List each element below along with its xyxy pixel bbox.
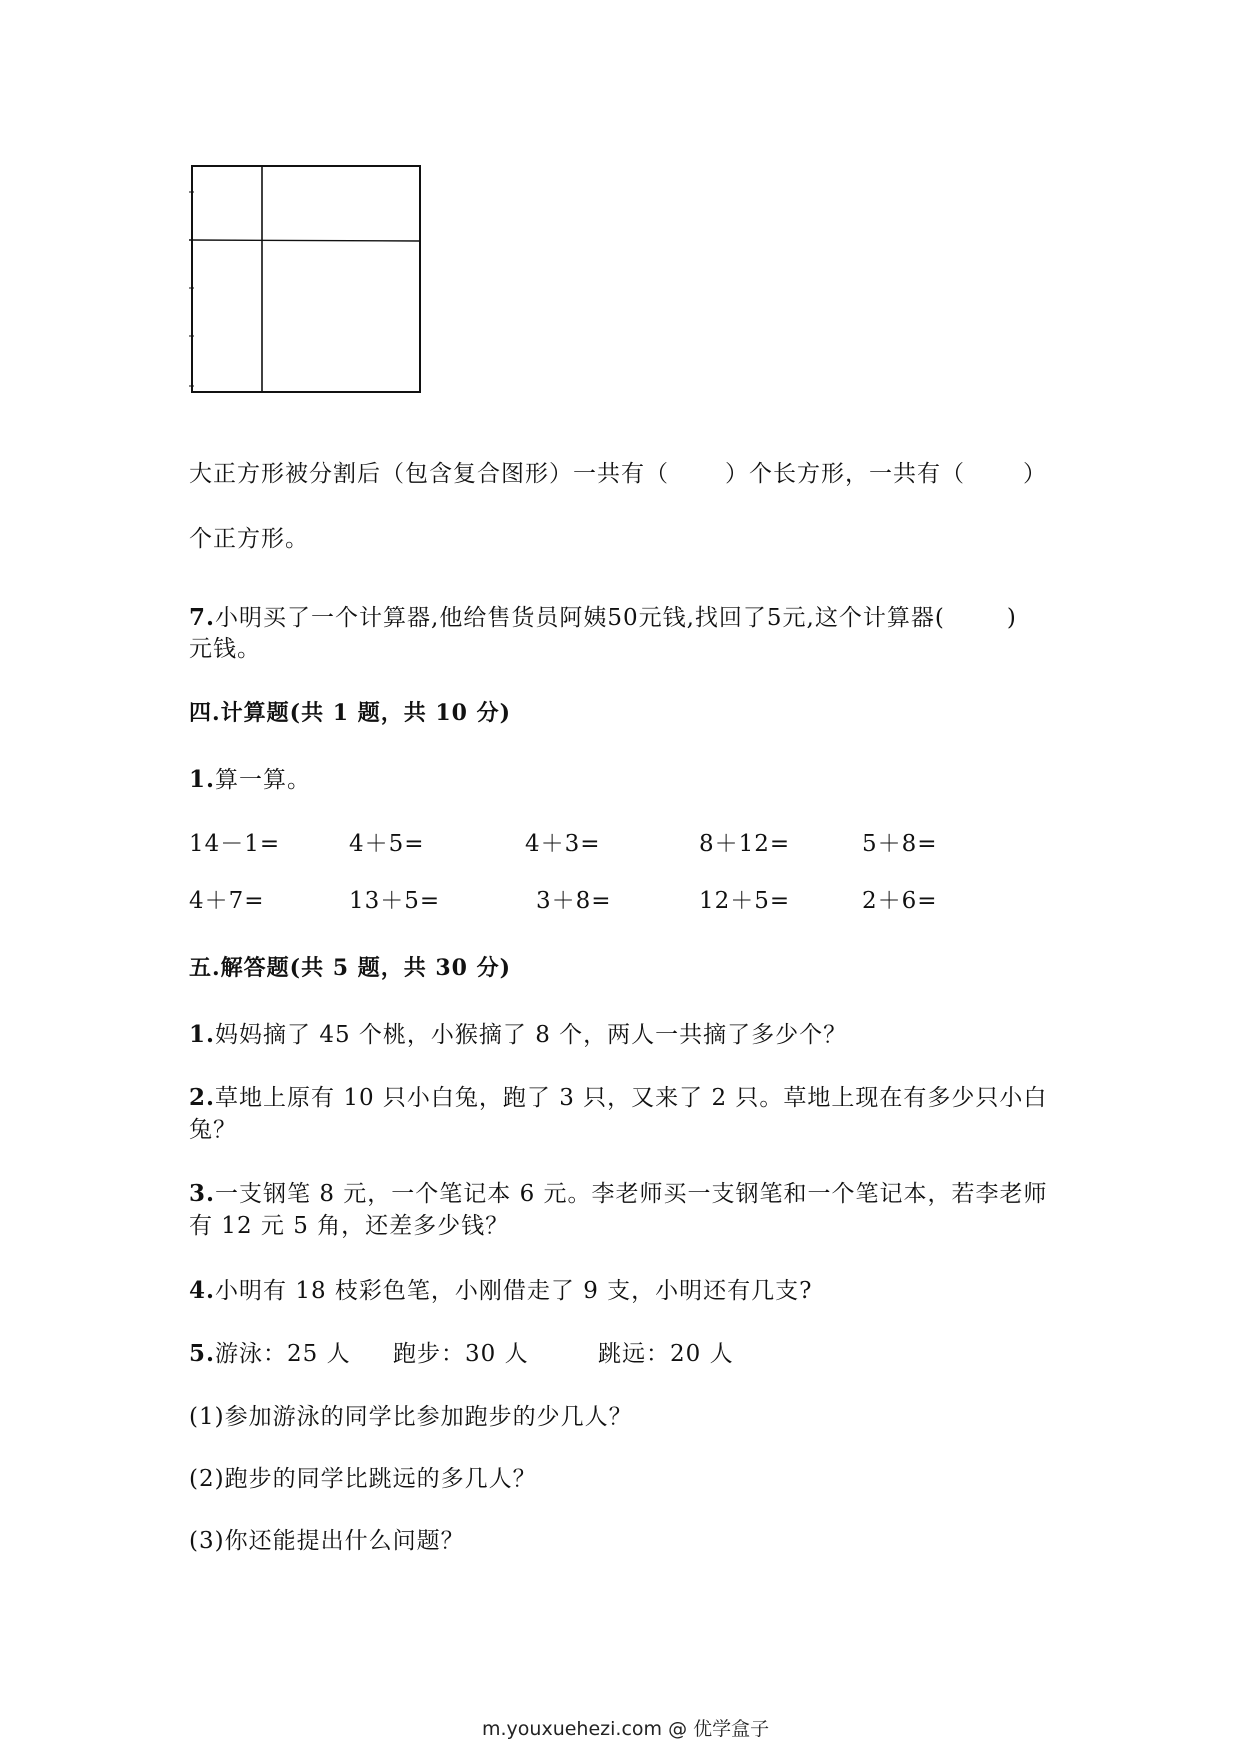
section5-q3-line1 xyxy=(189,1175,1048,1208)
section5-q5-sub3: (3)你还能提出什么问题？ xyxy=(189,1528,465,1554)
calc-item: 5＋8= xyxy=(862,831,938,857)
section5-q1 xyxy=(189,1016,847,1049)
calc-item: 4＋5= xyxy=(349,831,425,857)
q6-text-mid: ）个长方形，一共有（ xyxy=(725,461,965,487)
q7-number: 7. xyxy=(189,604,216,631)
section5-q2-number: 2. xyxy=(189,1084,216,1111)
section5-q3-text: 一支钢笔 8 元，一个笔记本 6 元。李老师买一支钢笔和一个笔记本，若李老师 xyxy=(215,1181,1048,1207)
outer-square xyxy=(192,166,420,392)
q6-text-end: ） xyxy=(1023,461,1047,487)
q6-text-pre: 大正方形被分割后（包含复合图形）一共有（ xyxy=(189,461,669,487)
q7-line1 xyxy=(189,599,1017,632)
section5-q5-sub1: (1)参加游泳的同学比参加跑步的少几人？ xyxy=(189,1404,633,1430)
section5-q4-text: 小明有 18 枝彩色笔，小刚借走了 9 支，小明还有几支? xyxy=(215,1278,813,1304)
section5-q2-line1 xyxy=(189,1079,1047,1112)
section5-q5-sub2: (2)跑步的同学比跳远的多几人？ xyxy=(189,1466,537,1492)
q5-item-swim: 游泳：25 人 xyxy=(215,1341,351,1367)
section5-q4 xyxy=(189,1272,813,1305)
section5-q2-line2: 兔？ xyxy=(189,1117,237,1143)
calc-item: 8＋12= xyxy=(699,831,791,857)
section5-q3-line2: 有 12 元 5 角，还差多少钱？ xyxy=(189,1213,510,1239)
section4-heading: 四.计算题(共 1 题，共 10 分) xyxy=(189,700,512,726)
section5-q2-text: 草地上原有 10 只小白兔，跑了 3 只，又来了 2 只。草地上现在有多少只小白 xyxy=(215,1085,1048,1111)
q7-line2: 元钱。 xyxy=(189,636,261,662)
section4-q1 xyxy=(189,761,311,794)
q7-text: 小明买了一个计算器,他给售货员阿姨50元钱,找回了5元,这个计算器( xyxy=(215,605,945,631)
q6-line1 xyxy=(189,455,1047,488)
section5-q1-number: 1. xyxy=(189,1021,216,1048)
section5-q3-number: 3. xyxy=(189,1180,216,1207)
calc-item: 4＋3= xyxy=(525,831,601,857)
q6-line2: 个正方形。 xyxy=(189,526,309,552)
section5-q5-number: 5. xyxy=(189,1340,216,1367)
q5-item-jump: 跳远：20 人 xyxy=(598,1341,734,1367)
footer-watermark: m.youxuehezi.com @ 优学盒子 xyxy=(482,1718,770,1740)
q5-item-run: 跑步：30 人 xyxy=(393,1341,529,1367)
divided-square-figure xyxy=(189,164,429,396)
calc-item: 12＋5= xyxy=(699,888,791,914)
calc-item: 4＋7= xyxy=(189,888,265,914)
calc-item: 13＋5= xyxy=(349,888,441,914)
q7-close: ) xyxy=(1006,605,1017,631)
section5-heading: 五.解答题(共 5 题，共 30 分) xyxy=(189,955,512,981)
horizontal-divider xyxy=(189,240,420,241)
section4-q1-number: 1. xyxy=(189,766,216,793)
calc-item: 2＋6= xyxy=(862,888,938,914)
calc-item: 14－1= xyxy=(189,831,281,857)
section5-q5 xyxy=(189,1335,351,1368)
section5-q4-number: 4. xyxy=(189,1277,216,1304)
calc-item: 3＋8= xyxy=(536,888,612,914)
section4-q1-text: 算一算。 xyxy=(215,767,312,793)
section5-q1-text: 妈妈摘了 45 个桃，小猴摘了 8 个，两人一共摘了多少个？ xyxy=(215,1022,848,1048)
